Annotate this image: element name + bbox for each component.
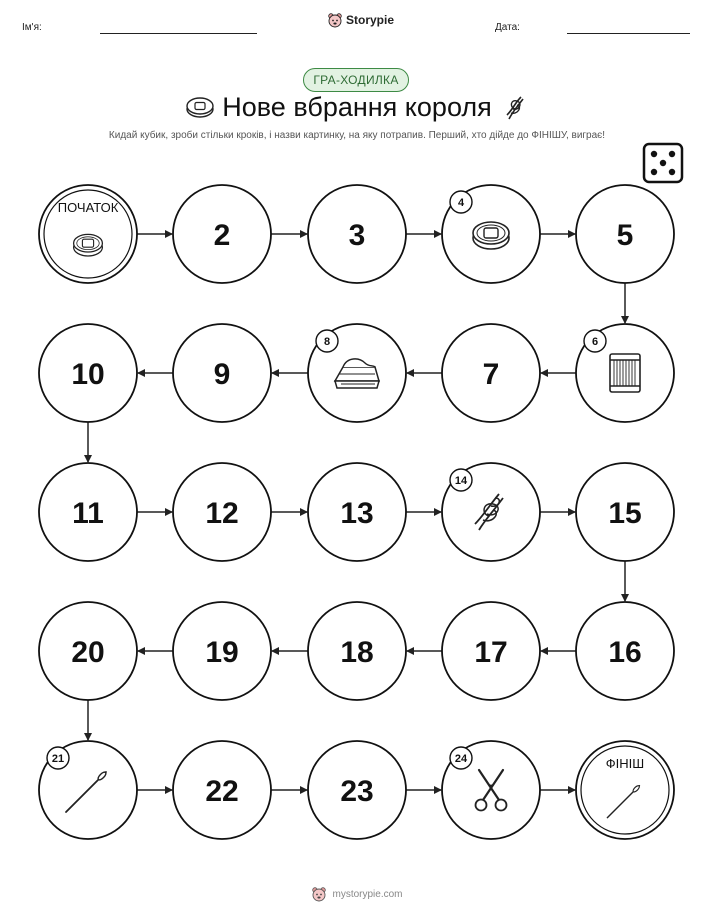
cell-number: 19 (205, 636, 239, 669)
board-cell-13[interactable] (308, 463, 406, 561)
cell-number-small: 24 (454, 753, 468, 765)
cell-number: 12 (205, 497, 239, 530)
coin-icon (473, 222, 509, 249)
board-cell-12[interactable] (173, 463, 271, 561)
board-cell-9[interactable] (173, 324, 271, 422)
board-cell-17[interactable] (442, 602, 540, 700)
game-type-badge: ГРА-ХОДИЛКА (303, 68, 409, 92)
name-label: Ім'я: (22, 22, 42, 33)
cell-number: 15 (608, 497, 642, 530)
cell-number-small: 14 (454, 475, 468, 487)
board-cell-8[interactable] (308, 324, 406, 422)
board-cell-11[interactable] (39, 463, 137, 561)
cell-number: 3 (348, 219, 366, 252)
cell-number: 11 (72, 497, 104, 530)
board-cell-19[interactable] (173, 602, 271, 700)
board-cell-15[interactable] (576, 463, 674, 561)
storypie-mascot-icon (311, 886, 327, 902)
cell-number: 20 (71, 636, 105, 669)
board-cell-3[interactable] (308, 185, 406, 283)
board-cell-14[interactable] (442, 463, 540, 561)
title-text: Нове вбрання короля (222, 92, 492, 122)
cell-number-small: 21 (51, 753, 65, 765)
cell-number: 17 (474, 636, 508, 669)
cell-number-small: 6 (591, 336, 599, 348)
cell-number: 23 (340, 775, 374, 808)
board-cell-2[interactable] (173, 185, 271, 283)
instructions: Кидай кубик, зроби стільки кроків, і назви картинку, на яку потрапив. Перший, хто дійде до ФІНІШУ, виграє! (108, 130, 606, 141)
cell-number: 10 (71, 358, 105, 391)
cell-number: 7 (482, 358, 500, 391)
coin-icon (74, 234, 103, 256)
board-cell-7[interactable] (442, 324, 540, 422)
board-cell-10[interactable] (39, 324, 137, 422)
board-cell-21[interactable] (39, 741, 137, 839)
loom-icon (610, 354, 640, 392)
cell-number: 5 (616, 219, 634, 252)
cell-number: 9 (213, 358, 231, 391)
board-cell-1[interactable] (39, 185, 137, 283)
cell-number: 22 (205, 775, 239, 808)
date-label: Дата: (495, 22, 520, 33)
board-cell-25[interactable] (576, 741, 674, 839)
cell-number-small: 8 (323, 336, 331, 348)
cell-number: 13 (340, 497, 374, 530)
board-cell-24[interactable] (442, 741, 540, 839)
cell-number-small: 4 (457, 197, 465, 209)
brand-name: Storypie (346, 13, 395, 27)
board-cell-5[interactable] (576, 185, 674, 283)
cell-number: 18 (340, 636, 374, 669)
board-cell-18[interactable] (308, 602, 406, 700)
board-cell-22[interactable] (173, 741, 271, 839)
board-cell-23[interactable] (308, 741, 406, 839)
board-cell-16[interactable] (576, 602, 674, 700)
footer (0, 886, 714, 902)
cell-number: 2 (213, 219, 231, 252)
footer-url: mystorypie.com (332, 888, 403, 900)
start-label: ПОЧАТОК (57, 200, 119, 215)
finish-label: ФІНІШ (605, 756, 645, 771)
board-cell-6[interactable] (576, 324, 674, 422)
cell-number: 16 (608, 636, 642, 669)
board-cell-4[interactable] (442, 185, 540, 283)
board-cell-20[interactable] (39, 602, 137, 700)
